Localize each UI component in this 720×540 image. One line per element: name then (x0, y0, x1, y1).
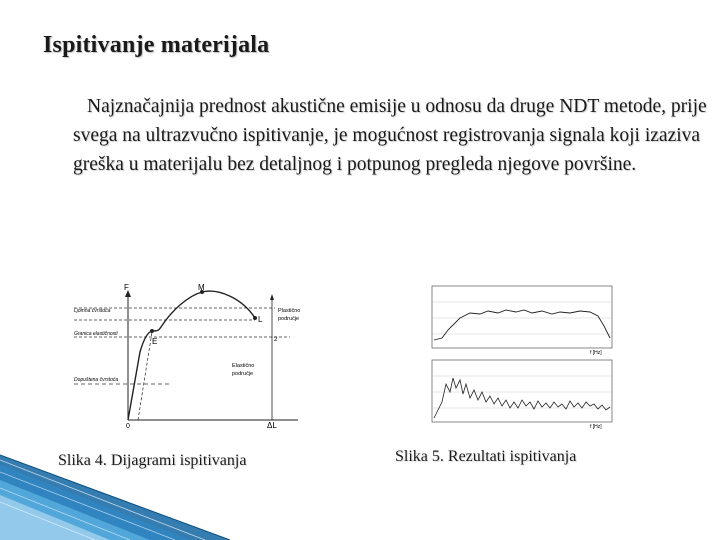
label-plastic-1: Plastično (278, 308, 301, 314)
caption-figure-4: Slika 4. Dijagrami ispitivanja (58, 452, 247, 469)
label-delta-l: ΔL (267, 421, 277, 430)
bottom-plot-x-label: f [Hz] (590, 424, 602, 430)
label-L: L (258, 315, 263, 324)
body-paragraph (73, 92, 713, 179)
label-elastic-2: područje (232, 371, 254, 377)
label-elastic-limit: Granica elastičnosti (74, 331, 118, 337)
label-elastic-1: Elastično (232, 363, 255, 369)
label-M: M (198, 283, 205, 292)
figure-5-spectrum-plots (420, 280, 615, 430)
label-breaking-strength: Lјomna čvrstoća (74, 308, 111, 314)
slide-title: Ispitivanje materijala (43, 32, 270, 58)
caption-figure-5: Slika 5. Rezultati ispitivanja (395, 448, 577, 465)
label-F: F (124, 283, 129, 292)
label-E: E (152, 337, 158, 346)
label-plastic-2: područje (278, 316, 300, 322)
body-text: Najznačajnija prednost akustične emisije u odnosu da druge NDT metode, prije svega na ultrazvučno ispitivanje, je mogućnost registrovanja signala koji izaziva greška u materijalu bez detaljnog i potpunog pregleda njegove površine. (73, 96, 707, 175)
top-plot-x-label: f [Hz] (590, 350, 602, 356)
label-origin: 0 (126, 423, 130, 430)
label-marker-2: 2 (274, 337, 278, 343)
label-allowed-strength: Dopuštena čvrstoća (74, 377, 119, 383)
figure-4-stress-strain-diagram (60, 280, 310, 430)
